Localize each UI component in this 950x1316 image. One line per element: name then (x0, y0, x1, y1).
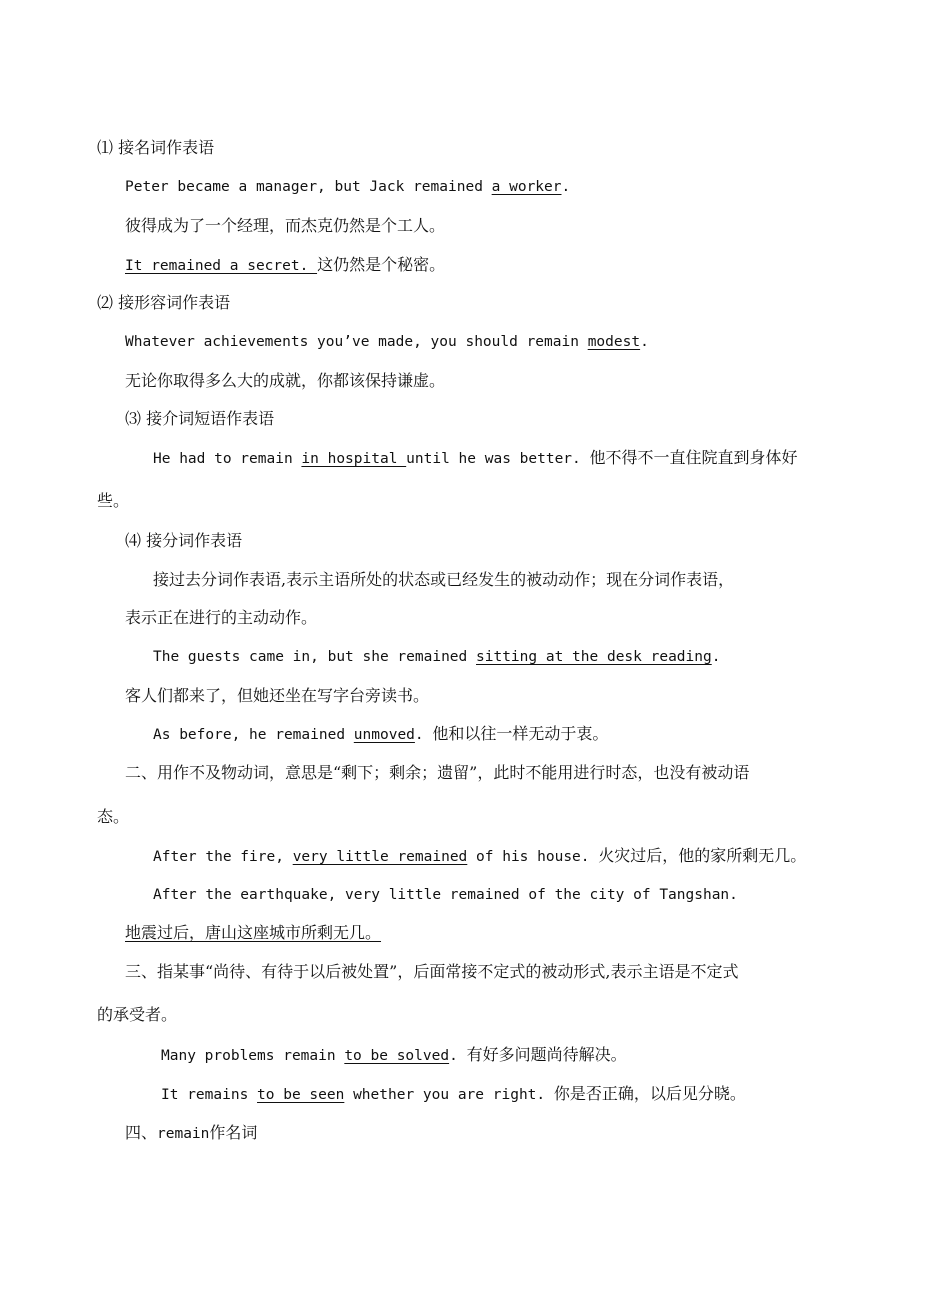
explanation-text: 接过去分词作表语,表示主语所处的状态或已经发生的被动动作；现在分词作表语， (153, 570, 735, 589)
example-sentence: The guests came in, but she remained sitting at the desk reading. (153, 649, 721, 665)
translation-line: 客人们都来了，但她还坐在写字台旁读书。 (125, 686, 430, 705)
translation-line: 无论你取得多么大的成就，你都该保持谦虚。 (125, 371, 446, 390)
heading-adjective-predicative: ⑵ 接形容词作表语 (97, 293, 231, 312)
example-sentence: Peter became a manager, but Jack remained a worker. (125, 179, 571, 195)
section-heading-continued: 的承受者。 (97, 1005, 178, 1024)
translation-line: 彼得成为了一个经理，而杰克仍然是个工人。 (125, 216, 446, 235)
example-sentence: It remains to be seen whether you are right. 你是否正确，以后见分晓。 (161, 1084, 746, 1103)
example-sentence: Whatever achievements you’ve made, you should remain modest. (125, 334, 649, 350)
section-heading-intransitive: 二、用作不及物动词，意思是“剩下；剩余；遗留”，此时不能用进行时态，也没有被动语 (125, 763, 750, 782)
heading-participle-predicative: ⑷ 接分词作表语 (125, 531, 243, 550)
section-heading-noun: 四、remain作名词 (125, 1123, 258, 1142)
example-sentence: Many problems remain to be solved. 有好多问题尚待解决。 (161, 1045, 627, 1064)
example-sentence: After the fire, very little remained of his house. 火灾过后，他的家所剩无几。 (153, 846, 807, 865)
heading-noun-predicative: ⑴ 接名词作表语 (97, 138, 215, 157)
example-sentence: He had to remain in hospital until he was better. 他不得不一直住院直到身体好 (153, 448, 798, 467)
translation-line: 地震过后，唐山这座城市所剩无几。 (125, 923, 382, 942)
example-sentence: It remained a secret. 这仍然是个秘密。 (125, 255, 446, 274)
heading-prepositional-predicative: ⑶ 接介词短语作表语 (125, 409, 275, 428)
section-heading-pending: 三、指某事“尚待、有待于以后被处置”，后面常接不定式的被动形式,表示主语是不定式 (125, 962, 739, 981)
example-sentence: As before, he remained unmoved. 他和以往一样无动于衷。 (153, 724, 609, 743)
section-heading-continued: 态。 (97, 807, 130, 826)
example-sentence: After the earthquake, very little remained of the city of Tangshan. (153, 887, 738, 903)
translation-line: 些。 (97, 491, 130, 510)
explanation-text: 表示正在进行的主动动作。 (125, 608, 318, 627)
